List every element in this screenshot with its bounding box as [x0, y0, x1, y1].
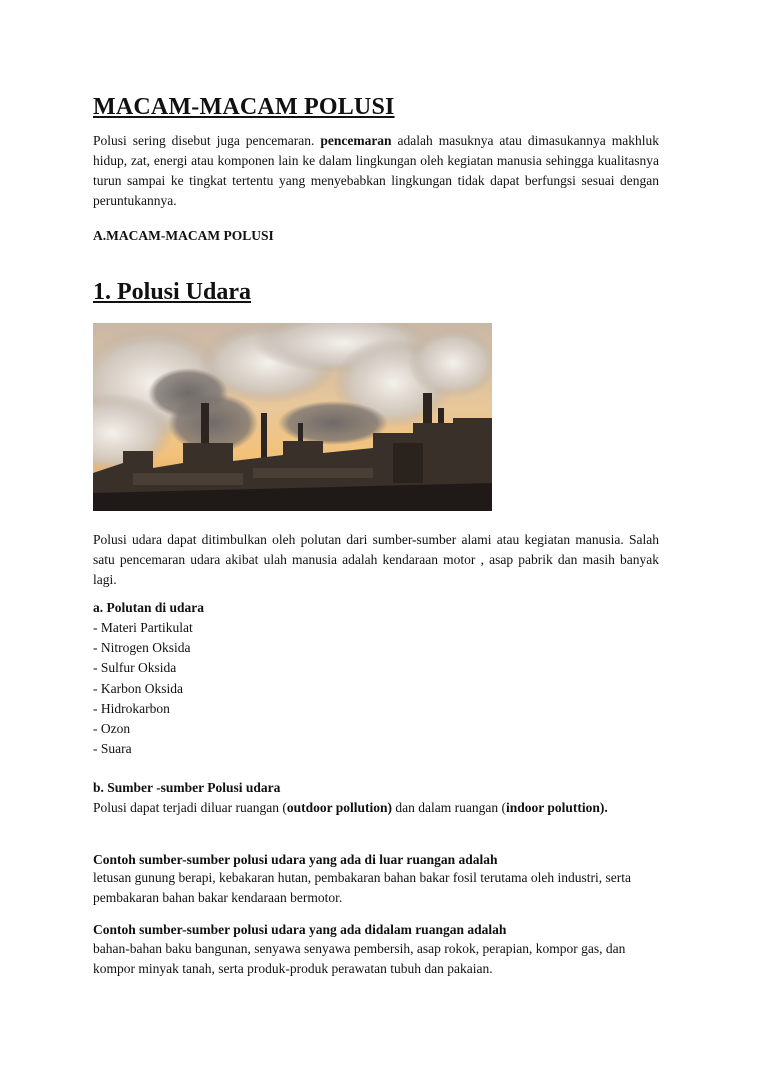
polutan-list	[93, 618, 193, 759]
heading-polusi-udara: 1. Polusi Udara	[93, 279, 252, 305]
polusi-udara-paragraph: Polusi udara dapat ditimbulkan oleh polutan dari sumber-sumber alami atau kegiatan manusia. Salah satu pencemaran udara akibat ulah manusia adalah kendaraan motor , asap pabrik dan masih banyak lagi.	[93, 532, 659, 587]
sumber-heading: b. Sumber -sumber Polusi udara	[93, 780, 281, 795]
indoor-pollution-term: indoor poluttion).	[505, 800, 608, 815]
intro-paragraph	[93, 131, 659, 211]
luar-ruangan-heading: Contoh sumber-sumber polusi udara yang ada di luar ruangan adalah	[93, 852, 498, 867]
list-item: - Nitrogen Oksida	[93, 640, 191, 656]
sumber-text-2: dan dalam ruangan (	[391, 800, 506, 815]
list-item: - Karbon Oksida	[93, 680, 183, 696]
list-item: - Materi Partikulat	[93, 620, 193, 635]
intro-text-end: adalah masuknya atau dimasukannya makhluk hidup, zat, energi atau komponen lain ke dalam lingkungan oleh kegiatan manusia sehingga kualitasnya turun sampai ke tingkat tertentu yang menyebabkan lingkungan tidak dapat berfungsi sesuai dengan peruntukannya.	[93, 133, 659, 208]
luar-ruangan-text: letusan gunung berapi, kebakaran hutan, pembakaran bahan bakar fosil terutama oleh industri, serta pembakaran bahan bakar kendaraan bermotor.	[93, 870, 631, 905]
dalam-ruangan-heading: Contoh sumber-sumber polusi udara yang ada didalam ruangan adalah	[93, 922, 507, 937]
polutan-heading: a. Polutan di udara	[93, 600, 205, 615]
outdoor-pollution-term: outdoor pollution)	[286, 800, 392, 815]
intro-bold-term: pencemaran	[320, 133, 392, 148]
dalam-ruangan-text: bahan-bahan baku bangunan, senyawa senyawa pembersih, asap rokok, perapian, kompor gas, dan kompor minyak tanah, serta produk-produk perawatan tubuh dan pakaian.	[93, 941, 626, 976]
sumber-text-1: Polusi dapat terjadi diluar ruangan (	[93, 800, 287, 815]
list-item: - Suara	[93, 741, 132, 757]
section-a-heading: A.MACAM-MACAM POLUSI	[93, 228, 274, 243]
intro-text-start: Polusi sering disebut juga pencemaran.	[93, 133, 321, 148]
list-item: - Hidrokarbon	[93, 700, 170, 716]
list-item: - Sulfur Oksida	[93, 660, 177, 676]
list-item: - Ozon	[93, 721, 131, 737]
factory-smoke-photo	[93, 323, 492, 511]
sumber-paragraph	[93, 798, 623, 818]
document-title: MACAM-MACAM POLUSI	[93, 94, 395, 120]
